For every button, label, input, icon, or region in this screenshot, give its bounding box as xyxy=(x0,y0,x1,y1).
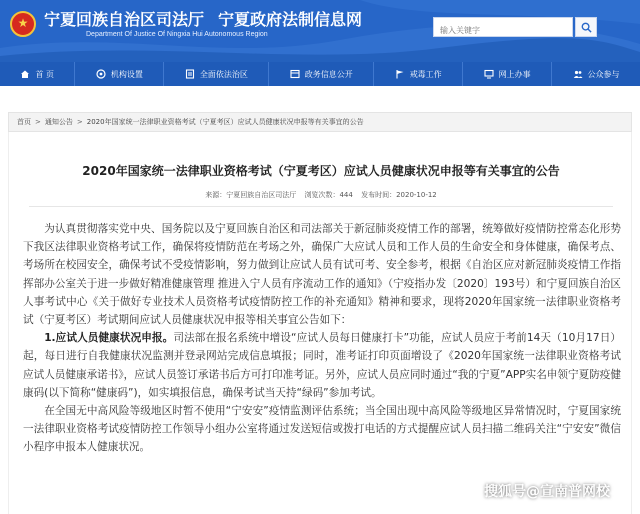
site-header xyxy=(0,0,640,62)
paragraph-2 xyxy=(23,329,621,402)
site-subtitle: Department Of Justice Of Ningxia Hui Autonomous Region xyxy=(86,31,268,38)
monitor-icon xyxy=(484,69,494,79)
nav-item-online-service[interactable] xyxy=(463,62,552,86)
nav-item-label: 网上办事 xyxy=(498,69,531,79)
emblem-logo[interactable] xyxy=(10,11,36,37)
site-title-legal-info: 宁夏政府法制信息网 xyxy=(218,10,363,29)
nav-item-info[interactable] xyxy=(269,62,374,86)
article-date: 发布时间：2020-10-12 xyxy=(361,191,437,199)
search-icon xyxy=(581,22,592,33)
search-button[interactable] xyxy=(575,17,597,37)
paragraph-1: 为认真贯彻落实党中央、国务院以及宁夏回族自治区和司法部关于新冠肺炎疫情工作的部署，统筹做好疫情防控常态化形势下我区法律职业资格考试工作，确保将疫情防范在考场之外，确保广大应试人员和工作人员的生命安全和身体健康，确保考点、考场所在校园安全，确保考试不受疫情影响，努力做到让应试人员有试可考、安全参考，根据《自治区应对新冠肺炎疫情工作指挥部办公室关于进一步做好精准健康管理 推进入宁人员有序流动工作的通知》（宁疫指办发〔2020〕193号）和宁夏回族自治区人事考试中心《关于做好专业技术人员资格考试疫情防控工作的补充通知》精神和要求，现将2020年国家统一法律职业资格考试（宁夏考区）考试期间应试人员健康状况申报等相关事宜公告如下： xyxy=(23,223,621,327)
breadcrumb-current: 2020年国家统一法律职业资格考试（宁夏考区）应试人员健康状况申报等有关事宜的公告 xyxy=(86,118,364,126)
nav-item-label: 全面依法治区 xyxy=(199,69,248,79)
nav-item-label: 公众参与 xyxy=(587,69,620,79)
star-icon: ★ xyxy=(17,16,29,30)
breadcrumb xyxy=(8,112,632,132)
law-icon xyxy=(185,69,195,79)
site-title xyxy=(44,7,362,30)
nav-item-drug-rehab[interactable] xyxy=(374,62,463,86)
article-body xyxy=(23,220,621,457)
nav-item-label: 机构设置 xyxy=(110,69,143,79)
main-nav xyxy=(0,62,640,86)
article-title: 2020年国家统一法律职业资格考试（宁夏考区）应试人员健康状况申报等有关事宜的公告 xyxy=(82,164,560,178)
paragraph-2-heading: 1.应试人员健康状况申报。 xyxy=(44,332,174,345)
article-meta xyxy=(9,190,633,200)
nav-item-law[interactable] xyxy=(164,62,269,86)
article xyxy=(8,132,632,514)
nav-item-org[interactable] xyxy=(75,62,164,86)
search-input[interactable] xyxy=(434,22,572,40)
paragraph-2-text: 司法部在报名系统中增设“应试人员每日健康打卡”功能，应试人员应于考前14天（10月17日）起，每日进行自我健康状况监测并登录网站完成信息填报；同时，准考证打印页面增设了《2020年国家统一法律职业资格考试应试人员健康承诺书》，应试人员签订承诺书后方可打印准考证。另外，应试人员应同时通过“我的宁夏”APP实名申领宁夏防疫健康码(以下简称“健康码”)，如实填报信息，确保考试当天持“绿码”参加考试。 xyxy=(23,332,621,399)
nav-item-label: 戒毒工作 xyxy=(409,69,442,79)
nav-item-home[interactable] xyxy=(0,62,75,86)
article-views: 浏览次数：444 xyxy=(304,191,353,199)
org-icon xyxy=(96,69,106,79)
people-icon xyxy=(573,69,583,79)
paragraph-3: 在全国无中高风险等级地区时暂不使用“宁安安”疫情监测评估系统；当全国出现中高风险等级地区异常情况时，宁夏国家统一法律职业资格考试疫情防控工作领导小组办公室将通过发送短信或拨打电话的方式提醒应试人员扫描二维码关注“宁安安”微信小程序申报本人健康状况。 xyxy=(23,405,621,454)
breadcrumb-home-link[interactable]: 首页 xyxy=(17,118,31,126)
nav-item-label: 首 页 xyxy=(35,69,54,79)
flag-icon xyxy=(395,69,405,79)
home-icon xyxy=(20,69,30,79)
breadcrumb-separator: > xyxy=(76,118,83,126)
nav-item-public[interactable] xyxy=(552,62,640,86)
nav-item-label: 政务信息公开 xyxy=(304,69,353,79)
site-title-justice: 宁夏回族自治区司法厅 xyxy=(44,10,205,29)
article-source: 来源：宁夏回族自治区司法厅 xyxy=(205,191,297,199)
divider xyxy=(29,206,613,207)
watermark: 搜狐号@宣南普网校 xyxy=(484,484,610,500)
search-field[interactable] xyxy=(433,17,573,37)
info-icon xyxy=(290,69,300,79)
breadcrumb-separator: > xyxy=(35,118,41,126)
breadcrumb-notice-link[interactable]: 通知公告 xyxy=(44,118,73,126)
